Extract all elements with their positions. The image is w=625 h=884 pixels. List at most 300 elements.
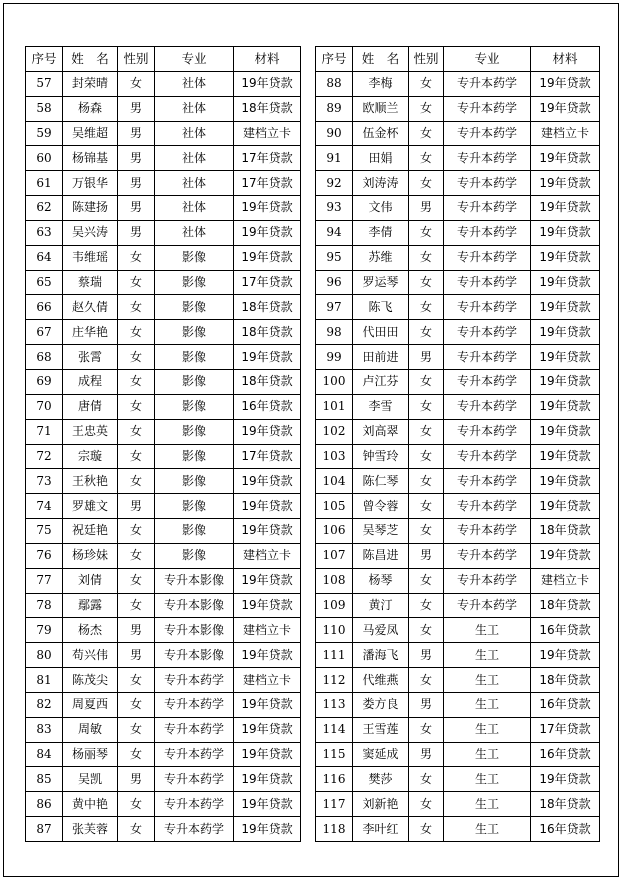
cell-major: 专升本药学 [444,96,531,121]
cell-material: 16年贷款 [531,742,600,767]
cell-name: 周夏西 [63,692,118,717]
cell-material: 17年贷款 [531,717,600,742]
table-row [26,71,301,96]
cell-no: 63 [26,220,63,245]
cell-gender: 女 [409,320,444,345]
cell-material: 19年贷款 [531,71,600,96]
cell-material: 19年贷款 [234,692,301,717]
cell-no: 88 [316,71,353,96]
cell-major: 专升本药学 [444,345,531,370]
cell-no: 106 [316,519,353,544]
cell-major: 影像 [155,494,234,519]
cell-name: 文伟 [353,196,409,221]
cell-gender: 女 [409,469,444,494]
cell-gender: 女 [409,568,444,593]
cell-no: 74 [26,494,63,519]
table-row [26,121,301,146]
cell-gender: 女 [118,792,155,817]
header-major: 专业 [155,47,234,72]
cell-major: 专升本药学 [444,369,531,394]
cell-no: 65 [26,270,63,295]
cell-name: 田娟 [353,146,409,171]
cell-gender: 女 [118,419,155,444]
cell-material: 19年贷款 [234,717,301,742]
cell-major: 专升本药学 [444,444,531,469]
cell-no: 76 [26,543,63,568]
cell-name: 陈仁琴 [353,469,409,494]
cell-material: 19年贷款 [531,444,600,469]
cell-gender: 女 [118,394,155,419]
cell-gender: 女 [118,270,155,295]
cell-name: 刘新艳 [353,792,409,817]
cell-gender: 女 [409,419,444,444]
cell-major: 专升本药学 [155,692,234,717]
cell-no: 89 [316,96,353,121]
cell-major: 影像 [155,469,234,494]
cell-no: 75 [26,519,63,544]
cell-gender: 女 [409,171,444,196]
cell-major: 影像 [155,345,234,370]
cell-no: 59 [26,121,63,146]
cell-gender: 男 [118,196,155,221]
table-row [316,469,600,494]
table-row [316,196,600,221]
cell-name: 苟兴伟 [63,643,118,668]
cell-major: 影像 [155,394,234,419]
cell-material: 17年贷款 [234,444,301,469]
cell-major: 生工 [444,618,531,643]
table-row [316,146,600,171]
cell-name: 陈建扬 [63,196,118,221]
cell-no: 103 [316,444,353,469]
cell-material: 18年贷款 [234,369,301,394]
cell-name: 杨琴 [353,568,409,593]
cell-major: 专升本药学 [444,220,531,245]
cell-gender: 女 [118,320,155,345]
cell-major: 专升本药学 [444,171,531,196]
cell-gender: 女 [409,593,444,618]
cell-major: 社体 [155,96,234,121]
cell-material: 16年贷款 [531,618,600,643]
cell-major: 社体 [155,196,234,221]
table-row [26,643,301,668]
cell-gender: 女 [118,593,155,618]
cell-name: 刘高翠 [353,419,409,444]
cell-gender: 女 [409,494,444,519]
cell-major: 生工 [444,668,531,693]
cell-no: 100 [316,369,353,394]
cell-material: 19年贷款 [234,742,301,767]
cell-material: 19年贷款 [531,196,600,221]
cell-material: 建档立卡 [234,668,301,693]
cell-gender: 女 [118,568,155,593]
table-row [26,742,301,767]
table-row [26,767,301,792]
cell-name: 张芙蓉 [63,817,118,842]
cell-gender: 男 [118,618,155,643]
table-row [316,767,600,792]
cell-gender: 男 [409,692,444,717]
cell-name: 蔡瑞 [63,270,118,295]
cell-no: 93 [316,196,353,221]
cell-no: 92 [316,171,353,196]
cell-material: 19年贷款 [531,171,600,196]
header-row [26,47,301,72]
cell-no: 114 [316,717,353,742]
cell-no: 115 [316,742,353,767]
table-row [26,717,301,742]
cell-no: 112 [316,668,353,693]
cell-gender: 女 [118,817,155,842]
table-row [316,668,600,693]
cell-no: 77 [26,568,63,593]
cell-gender: 女 [409,369,444,394]
cell-name: 罗雄文 [63,494,118,519]
cell-gender: 女 [118,543,155,568]
cell-material: 19年贷款 [531,494,600,519]
cell-gender: 男 [409,345,444,370]
cell-gender: 女 [118,444,155,469]
cell-gender: 女 [409,146,444,171]
cell-no: 96 [316,270,353,295]
cell-no: 118 [316,817,353,842]
table-row [26,245,301,270]
cell-name: 唐倩 [63,394,118,419]
cell-major: 专升本药学 [155,817,234,842]
table-row [26,568,301,593]
cell-material: 18年贷款 [531,792,600,817]
header-row [316,47,600,72]
cell-name: 李雪 [353,394,409,419]
cell-name: 钟雪玲 [353,444,409,469]
table-row [26,96,301,121]
table-row [316,519,600,544]
cell-name: 王雪莲 [353,717,409,742]
table-row [316,643,600,668]
table-row [26,692,301,717]
cell-major: 专升本药学 [444,295,531,320]
cell-material: 19年贷款 [531,643,600,668]
cell-no: 71 [26,419,63,444]
table-row [26,817,301,842]
cell-material: 19年贷款 [234,196,301,221]
cell-no: 58 [26,96,63,121]
table-row [26,220,301,245]
cell-name: 潘海飞 [353,643,409,668]
cell-major: 专升本药学 [155,717,234,742]
cell-no: 87 [26,817,63,842]
cell-no: 84 [26,742,63,767]
cell-major: 影像 [155,245,234,270]
header-material: 材料 [531,47,600,72]
cell-major: 专升本影像 [155,593,234,618]
cell-material: 18年贷款 [531,593,600,618]
cell-gender: 女 [409,295,444,320]
header-material: 材料 [234,47,301,72]
cell-material: 17年贷款 [234,270,301,295]
table-row [26,394,301,419]
cell-major: 专升本药学 [444,494,531,519]
table-row [316,444,600,469]
cell-name: 杨珍妹 [63,543,118,568]
cell-material: 建档立卡 [531,568,600,593]
cell-no: 105 [316,494,353,519]
cell-no: 83 [26,717,63,742]
cell-gender: 女 [409,245,444,270]
cell-gender: 女 [409,121,444,146]
cell-material: 19年贷款 [531,419,600,444]
cell-material: 建档立卡 [234,543,301,568]
cell-name: 马爱凤 [353,618,409,643]
cell-material: 18年贷款 [234,295,301,320]
cell-no: 109 [316,593,353,618]
cell-gender: 男 [118,643,155,668]
cell-gender: 女 [409,817,444,842]
cell-major: 专升本药学 [155,668,234,693]
table-row [26,270,301,295]
cell-name: 赵久倩 [63,295,118,320]
cell-material: 19年贷款 [234,345,301,370]
cell-gender: 女 [118,692,155,717]
cell-material: 18年贷款 [531,668,600,693]
cell-material: 19年贷款 [234,245,301,270]
cell-name: 万银华 [63,171,118,196]
cell-material: 16年贷款 [531,817,600,842]
table-row [26,369,301,394]
cell-major: 生工 [444,742,531,767]
cell-name: 田前进 [353,345,409,370]
cell-no: 110 [316,618,353,643]
cell-name: 韦维瑶 [63,245,118,270]
table-row [316,220,600,245]
cell-major: 影像 [155,369,234,394]
cell-major: 影像 [155,295,234,320]
table-row [26,444,301,469]
cell-no: 111 [316,643,353,668]
cell-no: 57 [26,71,63,96]
cell-name: 吴维超 [63,121,118,146]
cell-name: 陈飞 [353,295,409,320]
cell-name: 罗运琴 [353,270,409,295]
table-row [26,419,301,444]
cell-gender: 女 [409,394,444,419]
cell-no: 78 [26,593,63,618]
cell-no: 97 [316,295,353,320]
cell-material: 19年贷款 [531,146,600,171]
cell-gender: 女 [409,71,444,96]
cell-no: 80 [26,643,63,668]
cell-material: 19年贷款 [531,320,600,345]
table-row [316,345,600,370]
cell-material: 19年贷款 [234,767,301,792]
cell-major: 影像 [155,320,234,345]
cell-material: 建档立卡 [234,618,301,643]
cell-major: 专升本药学 [444,568,531,593]
cell-material: 19年贷款 [531,469,600,494]
cell-name: 代田田 [353,320,409,345]
cell-gender: 女 [118,668,155,693]
student-table-left [25,46,301,842]
cell-material: 19年贷款 [234,519,301,544]
cell-gender: 女 [409,270,444,295]
cell-major: 专升本药学 [155,742,234,767]
header-no: 序号 [26,47,63,72]
cell-name: 李梅 [353,71,409,96]
cell-no: 70 [26,394,63,419]
table-row [26,543,301,568]
cell-major: 专升本影像 [155,618,234,643]
table-row [316,394,600,419]
cell-material: 建档立卡 [234,121,301,146]
cell-no: 86 [26,792,63,817]
cell-no: 95 [316,245,353,270]
cell-major: 影像 [155,270,234,295]
cell-name: 鄢露 [63,593,118,618]
cell-no: 94 [316,220,353,245]
cell-gender: 男 [118,171,155,196]
table-row [316,717,600,742]
cell-material: 19年贷款 [531,245,600,270]
cell-major: 专升本药学 [444,320,531,345]
table-row [26,593,301,618]
cell-gender: 男 [409,742,444,767]
cell-major: 专升本药学 [444,469,531,494]
table-row [316,618,600,643]
table-row [26,668,301,693]
cell-name: 周敏 [63,717,118,742]
cell-name: 陈茂尖 [63,668,118,693]
cell-gender: 女 [409,668,444,693]
cell-name: 黄中艳 [63,792,118,817]
cell-material: 19年贷款 [234,469,301,494]
cell-name: 张霄 [63,345,118,370]
cell-name: 刘倩 [63,568,118,593]
cell-major: 专升本药学 [444,146,531,171]
cell-gender: 男 [118,767,155,792]
cell-name: 庄华艳 [63,320,118,345]
table-row [26,295,301,320]
cell-name: 刘涛涛 [353,171,409,196]
table-row [26,146,301,171]
cell-major: 专升本药学 [444,245,531,270]
cell-material: 17年贷款 [234,171,301,196]
cell-gender: 男 [118,121,155,146]
cell-major: 影像 [155,444,234,469]
table-row [316,369,600,394]
header-gender: 性别 [118,47,155,72]
cell-name: 王忠英 [63,419,118,444]
cell-gender: 男 [409,543,444,568]
cell-gender: 女 [118,345,155,370]
cell-material: 19年贷款 [234,419,301,444]
cell-material: 19年贷款 [531,96,600,121]
cell-name: 李倩 [353,220,409,245]
cell-name: 樊莎 [353,767,409,792]
table-row [26,196,301,221]
cell-gender: 女 [409,767,444,792]
cell-name: 卢江芬 [353,369,409,394]
cell-name: 黄汀 [353,593,409,618]
cell-no: 81 [26,668,63,693]
cell-name: 杨森 [63,96,118,121]
cell-no: 73 [26,469,63,494]
cell-material: 19年贷款 [234,220,301,245]
cell-gender: 女 [118,742,155,767]
cell-major: 影像 [155,519,234,544]
student-table-right [315,46,600,842]
cell-major: 社体 [155,71,234,96]
cell-major: 社体 [155,171,234,196]
cell-no: 116 [316,767,353,792]
cell-no: 62 [26,196,63,221]
cell-major: 专升本药学 [444,519,531,544]
table-row [316,171,600,196]
cell-no: 108 [316,568,353,593]
cell-no: 107 [316,543,353,568]
table-row [316,543,600,568]
cell-no: 64 [26,245,63,270]
header-name: 姓 名 [63,47,118,72]
cell-gender: 女 [409,792,444,817]
cell-major: 专升本药学 [444,270,531,295]
table-row [26,345,301,370]
cell-major: 社体 [155,220,234,245]
cell-material: 18年贷款 [531,519,600,544]
cell-major: 影像 [155,419,234,444]
cell-no: 61 [26,171,63,196]
cell-major: 专升本药学 [444,543,531,568]
cell-material: 19年贷款 [234,568,301,593]
cell-name: 祝廷艳 [63,519,118,544]
cell-gender: 女 [118,369,155,394]
cell-no: 85 [26,767,63,792]
cell-name: 苏维 [353,245,409,270]
table-body-right [316,71,600,841]
cell-major: 专升本药学 [444,419,531,444]
header-major: 专业 [444,47,531,72]
cell-name: 欧顺兰 [353,96,409,121]
table-row [316,320,600,345]
cell-material: 19年贷款 [234,71,301,96]
cell-name: 杨丽琴 [63,742,118,767]
cell-name: 陈昌进 [353,543,409,568]
cell-gender: 女 [118,245,155,270]
cell-gender: 男 [409,643,444,668]
cell-no: 113 [316,692,353,717]
cell-major: 生工 [444,692,531,717]
cell-material: 16年贷款 [531,692,600,717]
cell-material: 19年贷款 [234,792,301,817]
table-row [316,742,600,767]
cell-gender: 女 [118,717,155,742]
cell-gender: 女 [118,519,155,544]
cell-gender: 男 [118,146,155,171]
cell-no: 102 [316,419,353,444]
cell-material: 19年贷款 [531,220,600,245]
cell-material: 18年贷款 [234,96,301,121]
cell-name: 李叶红 [353,817,409,842]
cell-gender: 女 [409,717,444,742]
cell-major: 生工 [444,643,531,668]
cell-name: 代维燕 [353,668,409,693]
cell-gender: 男 [118,96,155,121]
cell-name: 成程 [63,369,118,394]
cell-name: 杨杰 [63,618,118,643]
cell-gender: 女 [409,618,444,643]
cell-name: 吴兴涛 [63,220,118,245]
table-row [316,817,600,842]
cell-major: 社体 [155,146,234,171]
